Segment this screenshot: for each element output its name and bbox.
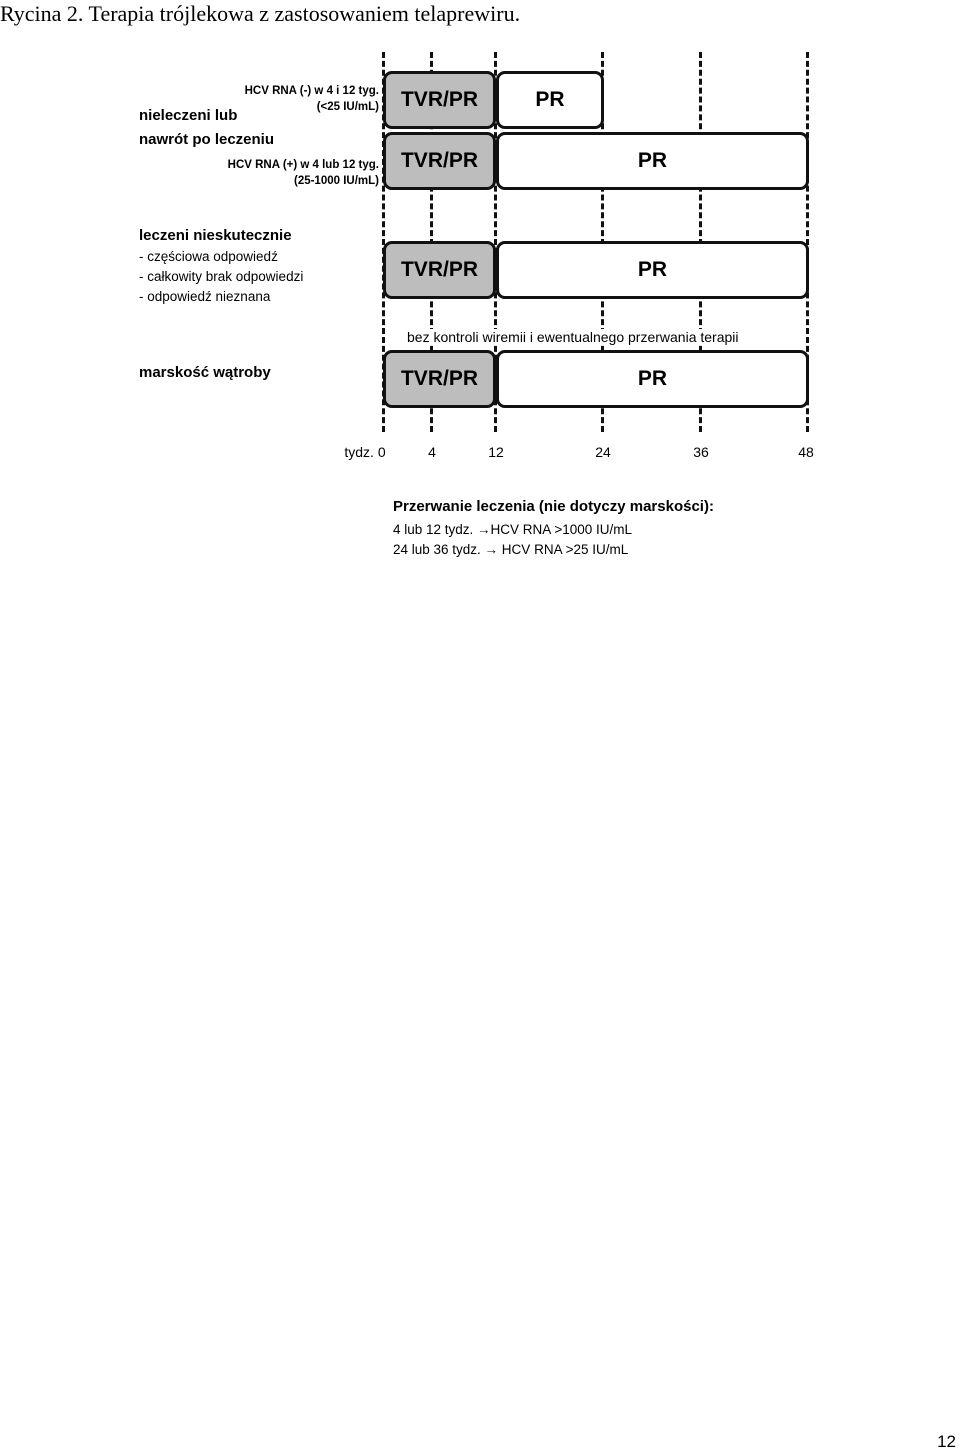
group-failed-item: - częściowa odpowiedź <box>139 249 278 264</box>
tick-label: 12 <box>488 444 504 460</box>
group-cirrhosis-label: marskość wątroby <box>139 364 271 381</box>
row2-tvr-box: TVR/PR <box>383 132 496 190</box>
row1-tvr-box: TVR/PR <box>383 71 496 129</box>
stopping-rules-title: Przerwanie leczenia (nie dotyczy marskości): <box>393 498 714 515</box>
group-naive-label-2: nawrót po leczeniu <box>139 131 275 148</box>
tick-label: 24 <box>595 444 611 460</box>
no-monitoring-note: bez kontroli wiremii i ewentualnego przerwania terapii <box>407 329 739 345</box>
row4-pr-box: PR <box>496 350 809 408</box>
group-failed-item: - odpowiedź nieznana <box>139 289 271 304</box>
figure-caption: Rycina 2. Terapia trójlekowa z zastosowaniem telaprewiru. <box>0 1 521 26</box>
tick-label: 36 <box>693 444 709 460</box>
stopping-rule: 24 lub 36 tydz. → HCV RNA >25 IU/mL <box>393 542 629 557</box>
row4-tvr-box: TVR/PR <box>383 350 496 408</box>
tick-label: 4 <box>428 444 436 460</box>
page-number: 12 <box>937 1432 956 1451</box>
row2-pr-box: PR <box>496 132 809 190</box>
tick-label: tydz. 0 <box>344 444 386 460</box>
group-failed-label: leczeni nieskutecznie <box>139 227 292 244</box>
row3-tvr-box: TVR/PR <box>383 241 496 299</box>
group-failed-item: - całkowity brak odpowiedzi <box>139 269 304 284</box>
row1-pr-box: PR <box>496 71 604 129</box>
row3-pr-box: PR <box>496 241 809 299</box>
group-naive-label-1: nieleczeni lub <box>139 107 238 124</box>
tick-label: 48 <box>798 444 814 460</box>
stopping-rule: 4 lub 12 tydz. →HCV RNA >1000 IU/mL <box>393 522 632 537</box>
note-negative: HCV RNA (-) w 4 i 12 tyg. (<25 IU/mL) <box>244 85 379 113</box>
note-positive: HCV RNA (+) w 4 lub 12 tyg. (25-1000 IU/mL) <box>227 159 379 187</box>
